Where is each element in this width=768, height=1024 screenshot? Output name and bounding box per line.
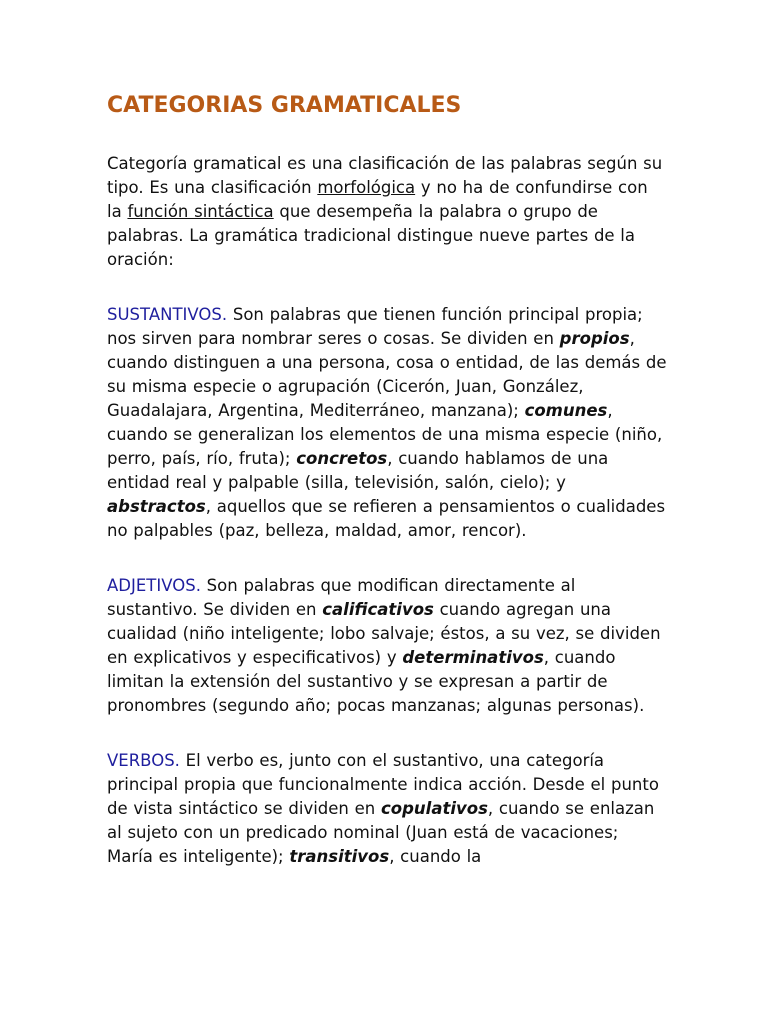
term-abstractos: abstractos xyxy=(107,497,206,516)
funcion-sintactica-link[interactable]: función sintáctica xyxy=(127,202,274,221)
term-propios: propios xyxy=(559,329,630,348)
paragraph-text: , aquellos que se refieren a pensamientos o cualidades no palpables (paz, belleza, maldad, amor, rencor). xyxy=(107,497,666,540)
sustantivos-heading: SUSTANTIVOS. xyxy=(107,305,228,324)
paragraph-text: , cuando limitan la extensión del sustantivo y se expresan a partir de pronombres (segundo año; pocas manzanas; algunas personas). xyxy=(107,648,645,715)
term-concretos: concretos xyxy=(296,449,388,468)
verbos-paragraph xyxy=(107,749,668,869)
intro-text: Categoría gramatical es una clasificación de las palabras según su tipo. Es una clasificación xyxy=(107,154,663,197)
paragraph-text: , cuando distinguen a una persona, cosa o entidad, de las demás de su misma especie o agrupación (Cicerón, Juan, González, Guadalajara, Argentina, Mediterráneo, manzana); xyxy=(107,329,667,420)
term-comunes: comunes xyxy=(524,401,608,420)
term-determinativos: determinativos xyxy=(402,648,544,667)
paragraph-text: , cuando la xyxy=(389,847,482,866)
adjetivos-paragraph xyxy=(107,574,668,718)
verbos-heading: VERBOS. xyxy=(107,751,180,770)
intro-text: y no ha de confundirse con la xyxy=(107,178,648,221)
sustantivos-paragraph xyxy=(107,303,668,543)
term-calificativos: calificativos xyxy=(322,600,434,619)
term-transitivos: transitivos xyxy=(289,847,390,866)
morfologica-link[interactable]: morfológica xyxy=(317,178,416,197)
term-copulativos: copulativos xyxy=(380,799,488,818)
intro-text: que desempeña la palabra o grupo de palabras. La gramática tradicional distingue nueve partes de la oración: xyxy=(107,202,636,269)
paragraph-text: El verbo es, junto con el sustantivo, una categoría principal propia que funcionalmente indica acción. Desde el punto de vista sintáctico se dividen en xyxy=(107,751,659,818)
paragraph-text: cuando agregan una cualidad (niño inteligente; lobo salvaje; éstos, a su vez, se dividen en explicativos y especificativos) y xyxy=(107,600,661,667)
paragraph-text: , cuando se generalizan los elementos de una misma especie (niño, perro, país, río, fruta); xyxy=(107,401,663,468)
document-title: CATEGORIAS GRAMATICALES xyxy=(107,93,462,118)
adjetivos-heading: ADJETIVOS. xyxy=(107,576,201,595)
paragraph-text: , cuando se enlazan al sujeto con un predicado nominal (Juan está de vacaciones; María es inteligente); xyxy=(107,799,655,866)
intro-paragraph xyxy=(107,152,668,272)
paragraph-text: Son palabras que tienen función principal propia; nos sirven para nombrar seres o cosas. Se dividen en xyxy=(107,305,643,348)
paragraph-text: , cuando hablamos de una entidad real y palpable (silla, televisión, salón, cielo); y xyxy=(107,449,609,492)
paragraph-text: Son palabras que modifican directamente al sustantivo. Se dividen en xyxy=(107,576,576,619)
